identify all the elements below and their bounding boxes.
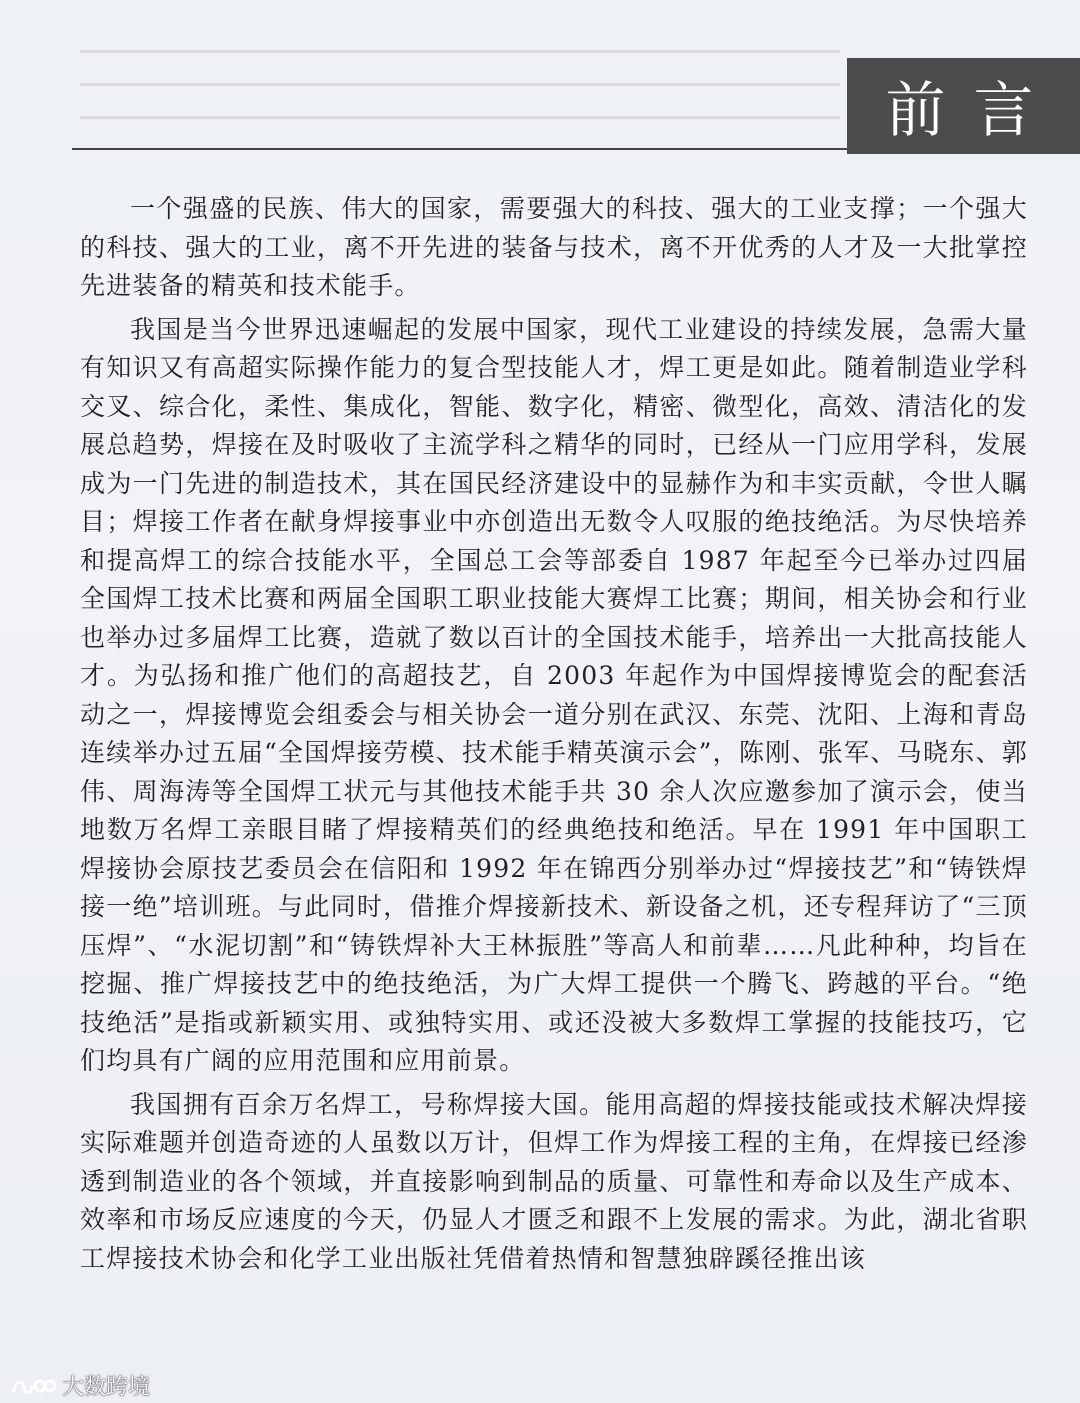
page-title: 前言 (885, 76, 1062, 146)
paragraph-2: 我国是当今世界迅速崛起的发展中国家，现代工业建设的持续发展，急需大量有知识又有高超实际操作能力的复合型技能人才，焊工更是如此。随着制造业学科交叉、综合化，柔性、集成化，智能、数字化，精密、微型化，高效、清洁化的发展总趋势，焊接在及时吸收了主流学科之精华的同时，已经从一门应用学科，发展成为一门先进的制造技术，其在国民经济建设中的显赫作为和丰实贡献，令世人瞩目；焊接工作者在献身焊接事业中亦创造出无数令人叹服的绝技绝活。为尽快培养和提高焊工的综合技能水平，全国总工会等部委自 1987 年起至今已举办过四届全国焊工技术比赛和两届全国职工职业技能大赛焊工比赛；期间，相关协会和行业也举办过多届焊工比赛，造就了数以百计的全国技术能手，培养出一大批高技能人才。为弘扬和推广他们的高超技艺，自 2003 年起作为中国焊接博览会的配套活动之一，焊接博览会组委会与相关协会一道分别在武汉、东莞、沈阳、上海和青岛连续举办过五届“全国焊接劳模、技术能手精英演示会”，陈刚、张军、马晓东、郭伟、周海涛等全国焊工状元与其他技术能手共 30 余人次应邀参加了演示会，使当地数万名焊工亲眼目睹了焊接精英们的经典绝技和绝活。早在 1991 年中国职工焊接协会原技艺委员会在信阳和 1992 年在锦西分别举办过“焊接技艺”和“铸铁焊接一绝”培训班。与此同时，借推介焊接新技术、新设备之机，还专程拜访了“三顶压焊”、“水泥切割”和“铸铁焊补大王林振胜”等高人和前辈……凡此种种，均旨在挖掘、推广焊接技艺中的绝技绝活，为广大焊工提供一个腾飞、跨越的平台。“绝技绝活”是指或新颖实用、或独特实用、或还没被大多数焊工掌握的技能技巧，它们均具有广阔的应用范围和应用前景。 (80, 314, 1028, 1075)
watermark-text: 大数跨境 (62, 1375, 151, 1400)
header-rule (72, 148, 847, 150)
paragraph-1: 一个强盛的民族、伟大的国家，需要强大的科技、强大的工业支撑；一个强大的科技、强大的工业，离不开先进的装备与技术，离不开优秀的人才及一大批掌控先进装备的精英和技术能手。 (80, 194, 1028, 300)
paragraph-3: 我国拥有百余万名焊工，号称焊接大国。能用高超的焊接技能或技术解决焊接实际难题并创造奇迹的人虽数以万计，但焊工作为焊接工程的主角，在焊接已经渗透到制造业的各个领域，并直接影响到制品的质量、可靠性和寿命以及生产成本、效率和市场反应速度的今天，仍显人才匮乏和跟不上发展的需求。为此，湖北省职工焊接技术协会和化学工业出版社凭借着热情和智慧独辟蹊径推出该 (80, 1089, 1028, 1273)
bleed-through-decoration (80, 20, 840, 130)
body-text (80, 190, 1028, 1283)
watermark (10, 1370, 150, 1401)
logo-icon (10, 1374, 56, 1398)
page-title-block (847, 58, 1080, 154)
